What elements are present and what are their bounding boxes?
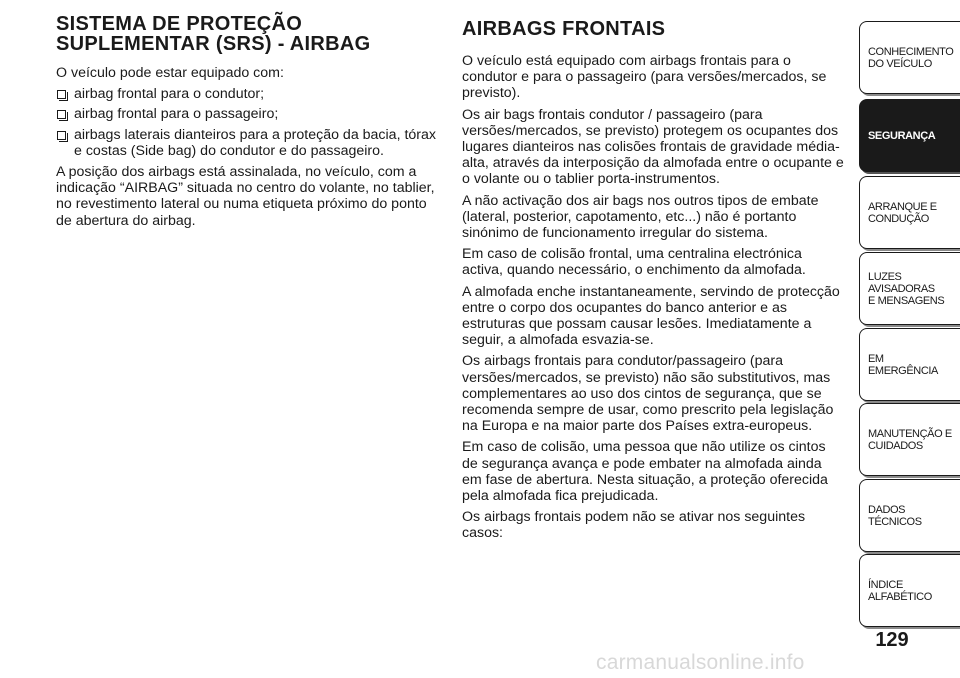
- list-item: airbag frontal para o condutor;: [56, 86, 436, 102]
- checkbox-bullet-icon: [57, 90, 66, 99]
- paragraph: Os airbags frontais podem não se ativar nos seguintes casos:: [462, 509, 806, 542]
- tab-conhecimento[interactable]: CONHECIMENTO DO VEÍCULO: [859, 21, 960, 94]
- title-line-1: SISTEMA DE PROTEÇÃO: [56, 13, 303, 35]
- left-column: [56, 14, 436, 234]
- page-number: 129: [875, 629, 909, 651]
- paragraph: O veículo está equipado com airbags frontais para o condutor e para o passageiro (para versões/mercados, se previsto).: [462, 53, 827, 102]
- tab-indice[interactable]: ÍNDICE ALFABÉTICO: [859, 554, 960, 627]
- paragraph: Os air bags frontais condutor / passageiro (para versões/mercados, se previsto) protegem os ocupantes dos lugares dianteiros nas colisões frontais de gravidade média-alta, através da interposição da almofada entre o ocupante e o volante ou o tablier porta-instrumentos.: [462, 106, 844, 188]
- right-column: [462, 14, 844, 547]
- section-title-front-airbags: AIRBAGS FRONTAIS: [462, 18, 666, 40]
- tab-seguranca[interactable]: SEGURANÇA: [859, 99, 960, 172]
- checkbox-bullet-icon: [57, 110, 66, 119]
- intro-text: O veículo pode estar equipado com:: [56, 65, 284, 81]
- section-title-srs: [56, 14, 436, 54]
- paragraph: A almofada enche instantaneamente, servindo de protecção entre o corpo dos ocupantes do banco anterior e as estruturas que possam causar lesões. Imediatamente a seguir, a almofada esvazia-se.: [462, 283, 840, 349]
- paragraph: Os airbags frontais para condutor/passageiro (para versões/mercados, se previsto) não são substitutivos, mas complementares ao uso dos cintos de segurança, que se recomenda sempre de usar, como prescrito pela legislação na Europa e na maior parte dos Países extra-europeus.: [462, 353, 834, 435]
- tab-manutencao[interactable]: MANUTENÇÃO E CUIDADOS: [859, 403, 960, 476]
- checkbox-bullet-icon: [57, 131, 66, 140]
- paragraph: A não activação dos air bags nos outros tipos de embate (lateral, posterior, capotamento, etc...) não é portanto sinónimo de funcionamento irregular do sistema.: [462, 192, 819, 242]
- tab-emergencia[interactable]: EM EMERGÊNCIA: [859, 328, 960, 401]
- tab-luzes[interactable]: LUZES AVISADORAS E MENSAGENS: [859, 252, 960, 325]
- watermark: carmanualsonline.info: [596, 651, 805, 674]
- chapter-tabs: [859, 0, 960, 678]
- tab-arranque[interactable]: ARRANQUE E CONDUÇÃO: [859, 176, 960, 249]
- list-item: airbag frontal para o passageiro;: [56, 106, 436, 122]
- list-item: airbags laterais dianteiros para a proteção da bacia, tórax e costas (Side bag) do condutor e do passageiro.: [56, 127, 436, 159]
- tab-dados-tecnicos[interactable]: DADOS TÉCNICOS: [859, 479, 960, 552]
- airbag-list: [56, 86, 436, 159]
- paragraph: Em caso de colisão, uma pessoa que não utilize os cintos de segurança avança e pode embater na almofada ainda em fase de abertura. Nesta situação, a proteção oferecida pela almofada fica prejudicada.: [462, 439, 828, 505]
- title-line-2: SUPLEMENTAR (SRS) - AIRBAG: [56, 33, 371, 55]
- paragraph: Em caso de colisão frontal, uma centralina electrónica activa, quando necessário, o enchimento da almofada.: [462, 246, 806, 279]
- airbag-position-paragraph: A posição dos airbags está assinalada, no veículo, com a indicação “AIRBAG” situada no centro do volante, no tablier, no revestimento lateral ou numa etiqueta próximo do ponto de abertura do airbag.: [56, 164, 435, 229]
